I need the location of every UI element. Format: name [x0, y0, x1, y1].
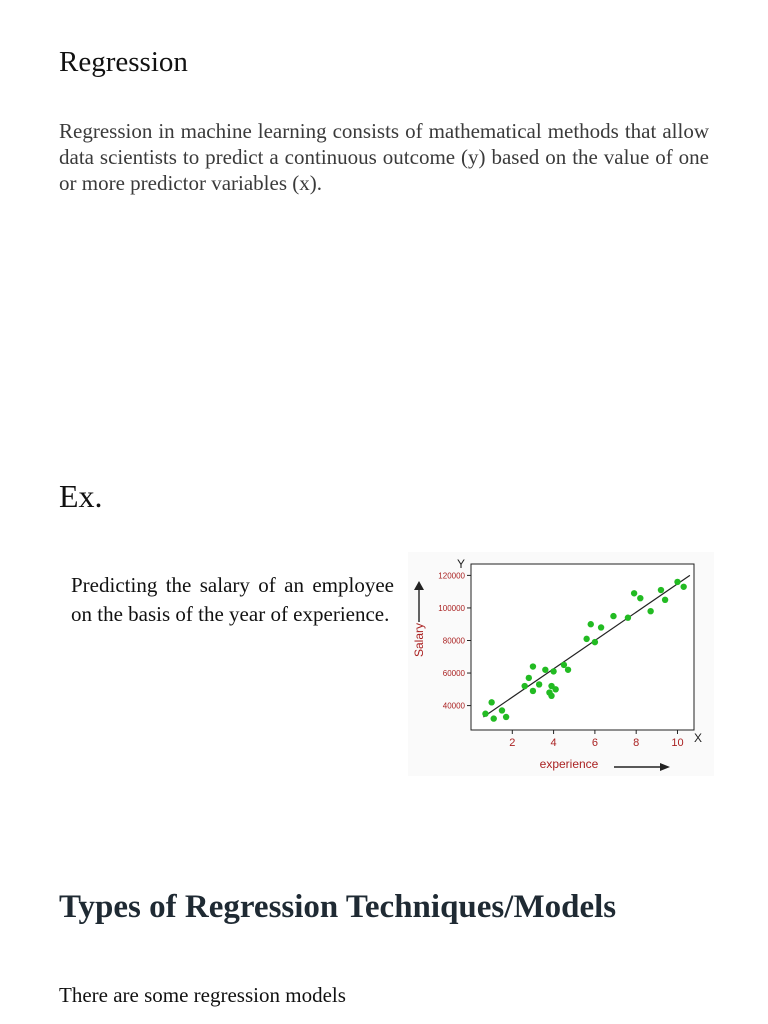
x-tick-label: 8: [633, 737, 640, 749]
data-point: [503, 714, 509, 720]
data-point: [565, 667, 571, 673]
chart-svg: [408, 552, 714, 776]
data-point: [526, 675, 532, 681]
y-axis-arrowhead: [414, 581, 424, 590]
y-tick-label: 120000: [438, 571, 465, 581]
y-tick-label: 60000: [442, 669, 465, 679]
x-tick-label: 10: [671, 737, 684, 749]
data-point: [610, 613, 616, 619]
data-point: [598, 624, 604, 630]
data-point: [637, 595, 643, 601]
data-point: [552, 686, 558, 692]
section-text: There are some regression models: [59, 983, 346, 1007]
data-point: [588, 621, 594, 627]
x-tick-label: 6: [591, 737, 598, 749]
data-point: [488, 699, 494, 705]
scatter-chart: [408, 552, 714, 776]
data-point: [662, 597, 668, 603]
x-axis-letter: X: [693, 731, 703, 745]
x-tick-label: 4: [550, 737, 557, 749]
example-heading: Ex.: [59, 478, 103, 514]
data-point: [647, 608, 653, 614]
data-point: [491, 715, 497, 721]
data-point: [536, 681, 542, 687]
data-point: [530, 663, 536, 669]
y-axis-letter: Y: [456, 557, 466, 571]
data-point: [561, 662, 567, 668]
data-point: [499, 707, 505, 713]
x-axis-arrowhead: [660, 763, 670, 771]
data-point: [530, 688, 536, 694]
y-tick-label: 80000: [442, 636, 465, 646]
data-point: [592, 639, 598, 645]
data-point: [674, 579, 680, 585]
data-point: [542, 667, 548, 673]
x-axis-label: experience: [539, 757, 599, 771]
data-point: [521, 683, 527, 689]
data-point: [625, 615, 631, 621]
y-axis-label: Salary: [412, 622, 426, 658]
intro-paragraph: Regression in machine learning consists of mathematical methods that allow data scientists to predict a continuous outcome (y) based on the value of one or more predictor variables (x).: [59, 119, 709, 195]
data-point: [550, 668, 556, 674]
section-heading: Types of Regression Techniques/Models: [59, 889, 617, 925]
data-point: [631, 590, 637, 596]
data-point: [482, 711, 488, 717]
page-title: Regression: [59, 46, 188, 78]
data-point: [583, 636, 589, 642]
y-tick-label: 100000: [438, 603, 465, 613]
x-tick-label: 2: [509, 737, 516, 749]
y-tick-label: 40000: [442, 701, 465, 711]
example-text: Predicting the salary of an employee on the basis of the year of experience.: [71, 573, 394, 626]
data-point: [680, 584, 686, 590]
data-point: [548, 693, 554, 699]
data-point: [658, 587, 664, 593]
